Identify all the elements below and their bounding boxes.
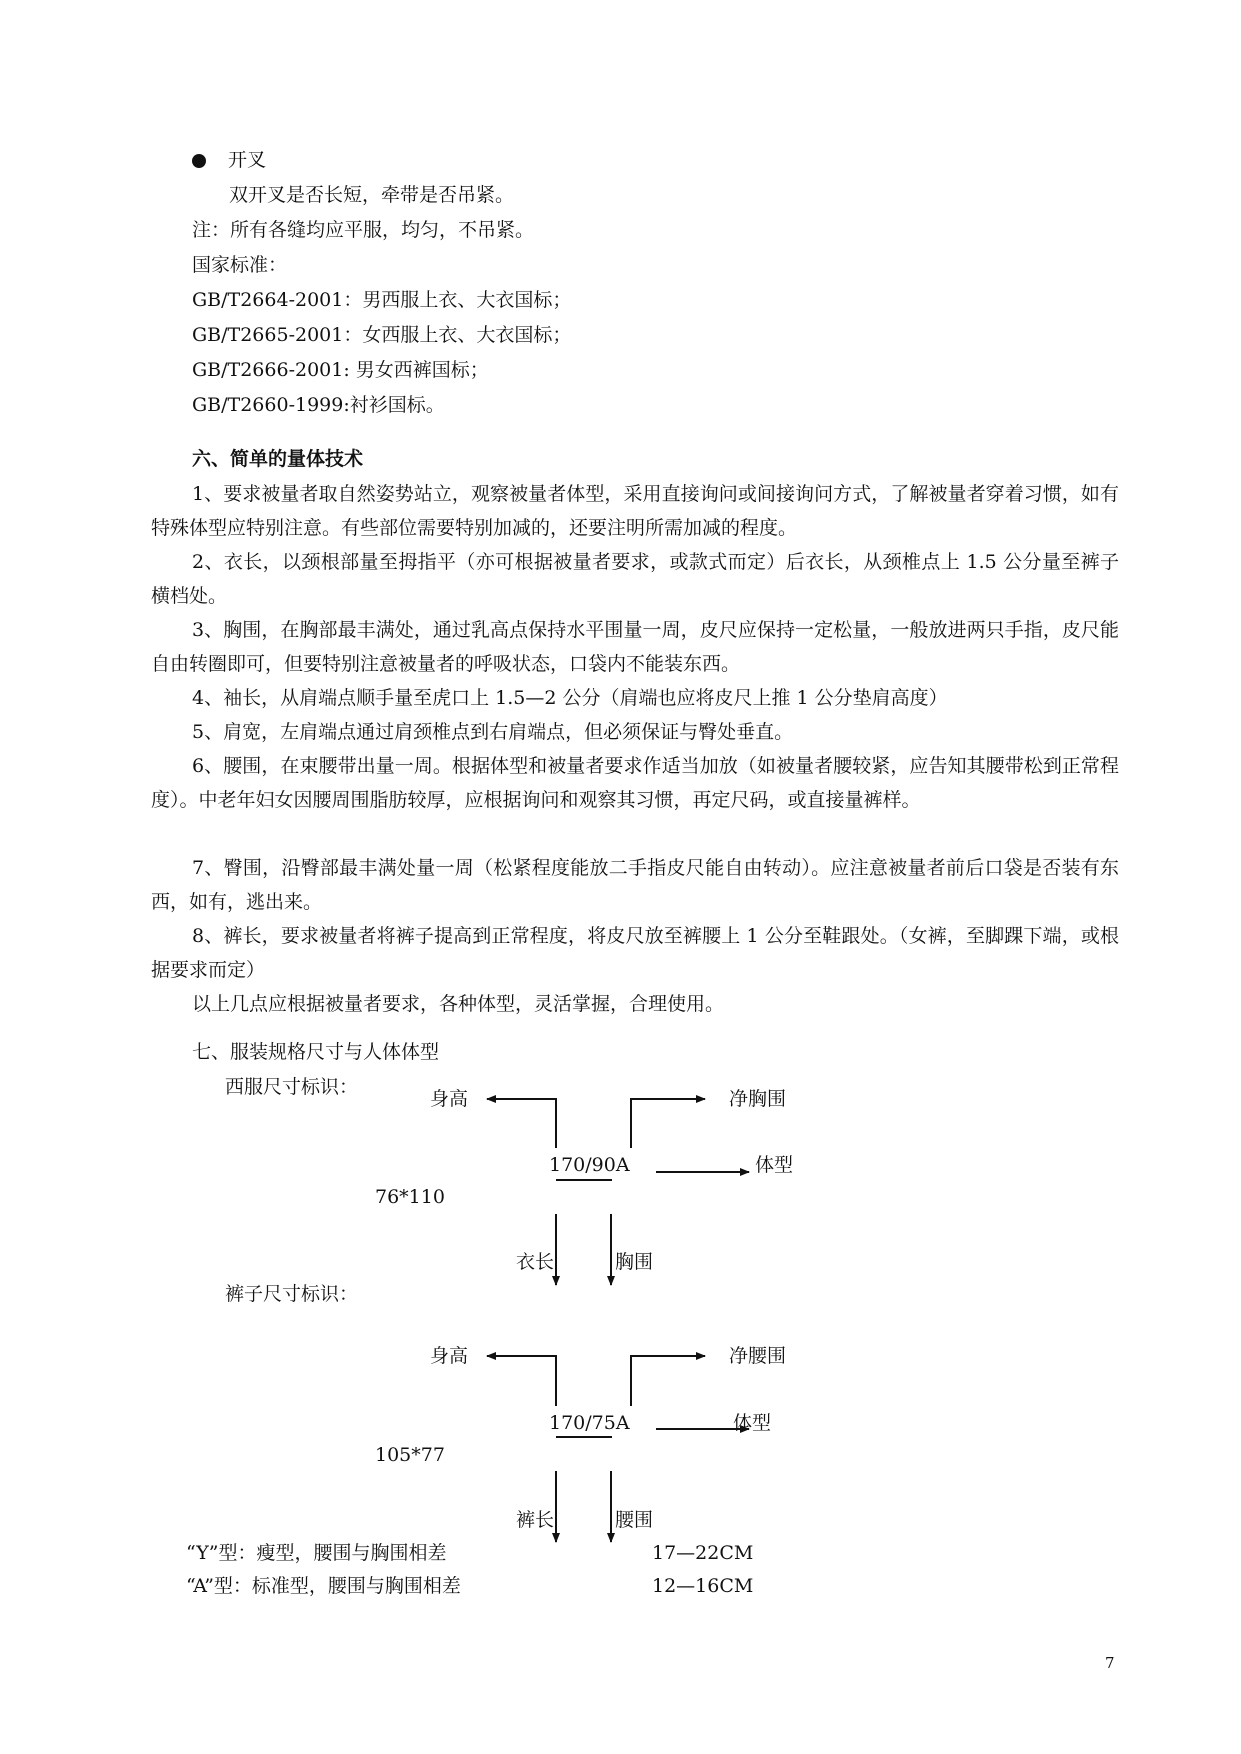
pants-measurements: 105*77 [375,1444,445,1466]
suit-label-length: 衣长 [516,1251,555,1273]
arrow-waist [631,1356,705,1406]
standards-title: 国家标准： [192,254,288,276]
pants-label-net-waist: 净腰围 [729,1345,787,1367]
paragraph: 3、胸围，在胸部最丰满处，通过乳高点保持水平围量一周，皮尺应保持一定松量，一般放进两只手指，皮尺能自由转圈即可，但要特别注意被量者的呼吸状态，口袋内不能装东西。 [151,619,1119,675]
standard-item: GB/T2660-1999:衬衫国标。 [192,394,445,416]
standard-item: GB/T2664-2001：男西服上衣、大衣国标； [192,289,572,311]
paragraph: 6、腰围，在束腰带出量一周。根据体型和被量者要求作适当加放（如被量者腰较紧，应告知其腰带松到正常程度）。中老年妇女因腰周围脂肪较厚，应根据询问和观察其习惯，再定尺码，或直接量裤样。 [151,755,1119,811]
suit-label-net-chest: 净胸围 [729,1088,787,1110]
suit-size-code: 170/90A [549,1154,630,1176]
paragraph: 2、衣长，以颈根部量至拇指平（亦可根据被量者要求，或款式而定）后衣长，从颈椎点上 1.5 公分量至裤子横档处。 [151,551,1119,607]
bullet-heading: 开叉 [228,149,267,171]
paragraph: 以上几点应根据被量者要求，各种体型，灵活掌握，合理使用。 [192,993,725,1015]
diagram-caption: 裤子尺寸标识： [225,1283,359,1305]
suit-label-height: 身高 [430,1088,469,1110]
body-type-value: 17—22CM [652,1542,754,1564]
suit-label-chest: 胸围 [615,1251,654,1273]
note-line: 注：所有各缝均应平服，均匀，不吊紧。 [192,219,535,241]
suit-measurements: 76*110 [375,1186,445,1208]
pants-size-code: 170/75A [549,1412,630,1434]
paragraph: 1、要求被量者取自然姿势站立，观察被量者体型，采用直接询问或间接询问方式，了解被量者穿着习惯，如有特殊体型应特别注意。有些部位需要特别加减的，还要注明所需加减的程度。 [151,483,1119,539]
arrow-height [487,1356,556,1406]
paragraph: 8、裤长，要求被量者将裤子提高到正常程度，将皮尺放至裤腰上 1 公分至鞋跟处。（女裤，至脚踝下端，或根据要求而定） [151,925,1119,981]
section-title: 七、服装规格尺寸与人体体型 [192,1041,440,1063]
paragraph: 7、臀围，沿臀部最丰满处量一周（松紧程度能放二手指皮尺能自由转动）。应注意被量者前后口袋是否装有东西，如有，逃出来。 [151,857,1119,913]
suit-label-body-type: 体型 [755,1154,794,1176]
arrow-height [487,1099,556,1148]
pants-label-length: 裤长 [516,1509,555,1531]
standard-item: GB/T2666-2001: 男女西裤国标； [192,359,489,381]
section-title: 六、简单的量体技术 [192,448,364,470]
arrow-chest [631,1099,705,1148]
standard-item: GB/T2665-2001：女西服上衣、大衣国标； [192,324,572,346]
page-number: 7 [1105,1654,1115,1672]
body-type-value: 12—16CM [652,1575,754,1597]
diagram-caption: 西服尺寸标识： [225,1076,359,1098]
pants-label-body-type: 体型 [733,1412,772,1434]
pants-label-height: 身高 [430,1345,469,1367]
paragraph: 4、袖长，从肩端点顺手量至虎口上 1.5—2 公分（肩端也应将皮尺上推 1 公分垫肩高度） [192,687,948,709]
body-line: 双开叉是否长短，牵带是否吊紧。 [229,184,515,206]
pants-label-waist: 腰围 [615,1509,654,1531]
body-type-label: “A”型：标准型，腰围与胸围相差 [186,1575,461,1597]
paragraph: 5、肩宽，左肩端点通过肩颈椎点到右肩端点，但必须保证与臀处垂直。 [192,721,794,743]
body-type-label: “Y”型：瘦型，腰围与胸围相差 [186,1542,447,1564]
